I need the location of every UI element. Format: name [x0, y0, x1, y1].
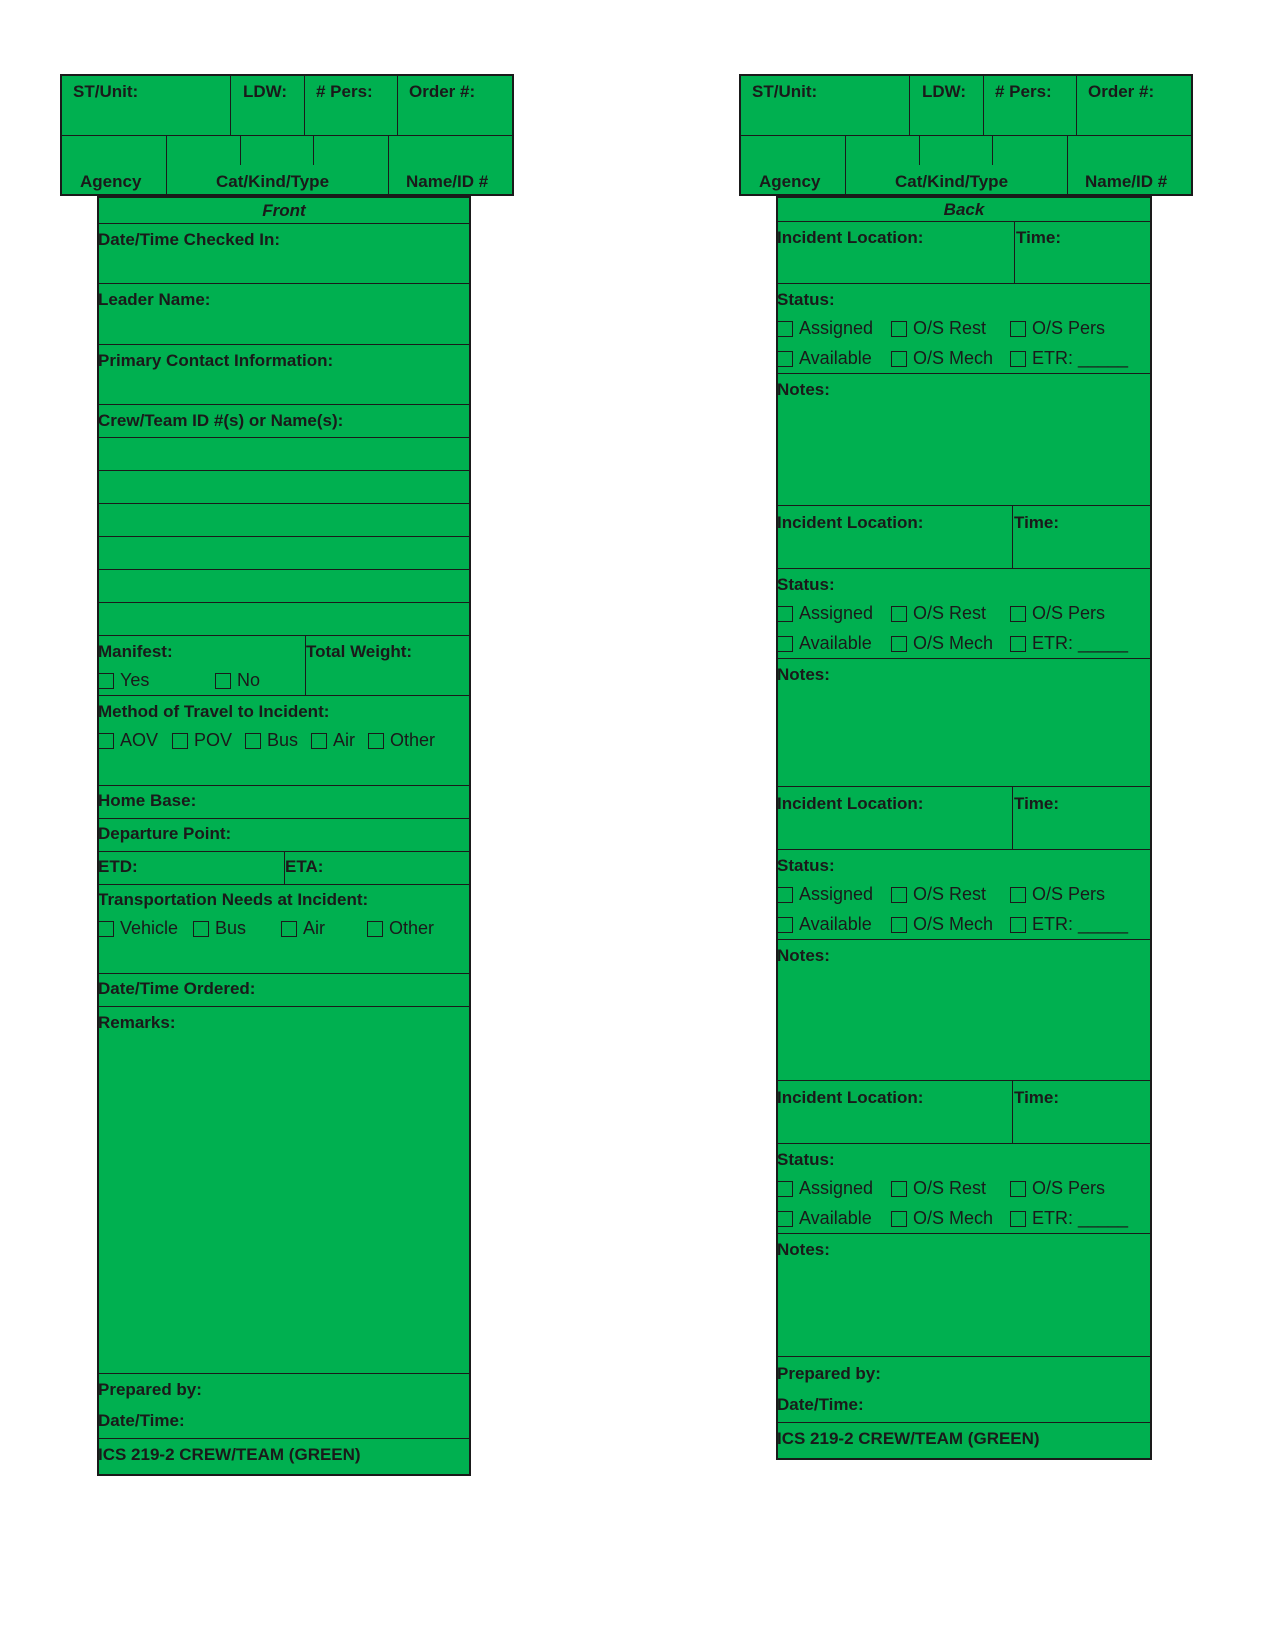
checkbox-icon[interactable] [777, 887, 793, 903]
travel-bus-option[interactable]: Bus [245, 730, 298, 751]
status-etr-option-3[interactable]: ETR: _____ [1010, 914, 1128, 935]
status-assigned-option-4[interactable]: Assigned [777, 1178, 873, 1199]
cat-kind-type-label: Cat/Kind/Type [216, 172, 330, 191]
checkbox-icon[interactable] [368, 733, 384, 749]
transport-other-option[interactable]: Other [367, 918, 434, 939]
checkbox-icon[interactable] [1010, 1181, 1026, 1197]
etd-label: ETD: [98, 857, 138, 876]
back-side-label: Back [943, 200, 985, 219]
status-os-mech-option-3[interactable]: O/S Mech [891, 914, 993, 935]
checkbox-icon[interactable] [777, 606, 793, 622]
checkbox-icon[interactable] [891, 1211, 907, 1227]
status-available-option-2[interactable]: Available [777, 633, 872, 654]
back-agency-label: Agency [759, 172, 821, 191]
method-of-travel-label: Method of Travel to Incident: [98, 702, 330, 721]
status-available-option-4[interactable]: Available [777, 1208, 872, 1229]
status-os-mech-option-4[interactable]: O/S Mech [891, 1208, 993, 1229]
back-form-id: ICS 219-2 CREW/TEAM (GREEN) [777, 1429, 1040, 1448]
status-os-rest-option-2[interactable]: O/S Rest [891, 603, 986, 624]
back-ldw-label: LDW: [922, 82, 967, 101]
checkbox-icon[interactable] [215, 673, 231, 689]
st-unit-label: ST/Unit: [73, 82, 139, 101]
status-label-4: Status: [777, 1150, 835, 1169]
date-time-checked-in-label: Date/Time Checked In: [98, 230, 281, 249]
checkbox-icon[interactable] [891, 606, 907, 622]
checkbox-icon[interactable] [777, 351, 793, 367]
checkbox-icon[interactable] [1010, 636, 1026, 652]
notes-label-1: Notes: [777, 380, 830, 399]
checkbox-icon[interactable] [777, 636, 793, 652]
status-etr-option-1[interactable]: ETR: _____ [1010, 348, 1128, 369]
status-os-rest-option-4[interactable]: O/S Rest [891, 1178, 986, 1199]
status-os-mech-option-2[interactable]: O/S Mech [891, 633, 993, 654]
checkbox-icon[interactable] [245, 733, 261, 749]
front-form-id: ICS 219-2 CREW/TEAM (GREEN) [98, 1445, 361, 1464]
eta-label: ETA: [285, 857, 324, 876]
checkbox-icon[interactable] [777, 1211, 793, 1227]
transportation-needs-label: Transportation Needs at Incident: [98, 890, 369, 909]
status-etr-option-2[interactable]: ETR: _____ [1010, 633, 1128, 654]
status-os-pers-option-4[interactable]: O/S Pers [1010, 1178, 1105, 1199]
transport-bus-option[interactable]: Bus [193, 918, 246, 939]
back-prepared-by-label: Prepared by: [777, 1364, 881, 1383]
departure-point-label: Departure Point: [98, 824, 232, 843]
checkbox-icon[interactable] [98, 733, 114, 749]
checkbox-icon[interactable] [891, 1181, 907, 1197]
checkbox-icon[interactable] [891, 321, 907, 337]
leader-name-label: Leader Name: [98, 290, 211, 309]
travel-other-option[interactable]: Other [368, 730, 435, 751]
checkbox-icon[interactable] [98, 921, 114, 937]
name-id-label: Name/ID # [406, 172, 489, 191]
front-date-time-label: Date/Time: [98, 1411, 185, 1430]
remarks-label: Remarks: [98, 1013, 176, 1032]
checkbox-icon[interactable] [367, 921, 383, 937]
travel-air-option[interactable]: Air [311, 730, 355, 751]
time-label-4: Time: [1014, 1088, 1060, 1107]
status-os-rest-option-1[interactable]: O/S Rest [891, 318, 986, 339]
front-side-label: Front [262, 201, 306, 220]
status-etr-option-4[interactable]: ETR: _____ [1010, 1208, 1128, 1229]
checkbox-icon[interactable] [172, 733, 188, 749]
primary-contact-label: Primary Contact Information: [98, 351, 334, 370]
pers-label: # Pers: [316, 82, 373, 101]
checkbox-icon[interactable] [891, 351, 907, 367]
status-assigned-option-2[interactable]: Assigned [777, 603, 873, 624]
crew-team-id-label: Crew/Team ID #(s) or Name(s): [98, 411, 344, 430]
back-st-unit-label: ST/Unit: [752, 82, 818, 101]
back-cat-kind-type-label: Cat/Kind/Type [895, 172, 1009, 191]
front-prepared-by-label: Prepared by: [98, 1380, 202, 1399]
status-assigned-option-1[interactable]: Assigned [777, 318, 873, 339]
ldw-label: LDW: [243, 82, 288, 101]
manifest-label: Manifest: [98, 642, 173, 661]
status-os-mech-option-1[interactable]: O/S Mech [891, 348, 993, 369]
travel-pov-option[interactable]: POV [172, 730, 232, 751]
time-label-2: Time: [1014, 513, 1060, 532]
status-os-pers-option-2[interactable]: O/S Pers [1010, 603, 1105, 624]
manifest-no-option[interactable]: No [215, 670, 260, 691]
status-available-option-3[interactable]: Available [777, 914, 872, 935]
checkbox-icon[interactable] [891, 887, 907, 903]
status-label-1: Status: [777, 290, 835, 309]
back-order-label: Order #: [1088, 82, 1155, 101]
notes-label-4: Notes: [777, 1240, 830, 1259]
travel-aov-option[interactable]: AOV [98, 730, 158, 751]
checkbox-icon[interactable] [311, 733, 327, 749]
checkbox-icon[interactable] [98, 673, 114, 689]
back-pers-label: # Pers: [995, 82, 1052, 101]
manifest-yes-option[interactable]: Yes [98, 670, 149, 691]
checkbox-icon[interactable] [1010, 321, 1026, 337]
checkbox-icon[interactable] [1010, 606, 1026, 622]
status-os-rest-option-3[interactable]: O/S Rest [891, 884, 986, 905]
checkbox-icon[interactable] [1010, 887, 1026, 903]
home-base-label: Home Base: [98, 791, 197, 810]
checkbox-icon[interactable] [777, 1181, 793, 1197]
incident-location-label-1: Incident Location: [777, 228, 924, 247]
status-available-option-1[interactable]: Available [777, 348, 872, 369]
agency-label: Agency [80, 172, 142, 191]
incident-location-label-2: Incident Location: [777, 513, 924, 532]
back-name-id-label: Name/ID # [1085, 172, 1168, 191]
time-label-3: Time: [1014, 794, 1060, 813]
date-time-ordered-label: Date/Time Ordered: [98, 979, 256, 998]
total-weight-label: Total Weight: [306, 642, 413, 661]
checkbox-icon[interactable] [891, 917, 907, 933]
incident-location-label-3: Incident Location: [777, 794, 924, 813]
status-label-2: Status: [777, 575, 835, 594]
checkbox-icon[interactable] [777, 917, 793, 933]
checkbox-icon[interactable] [193, 921, 209, 937]
status-label-3: Status: [777, 856, 835, 875]
order-label: Order #: [409, 82, 476, 101]
checkbox-icon[interactable] [1010, 1211, 1026, 1227]
status-os-pers-option-3[interactable]: O/S Pers [1010, 884, 1105, 905]
status-os-pers-option-1[interactable]: O/S Pers [1010, 318, 1105, 339]
transport-air-option[interactable]: Air [281, 918, 325, 939]
checkbox-icon[interactable] [891, 636, 907, 652]
back-date-time-label: Date/Time: [777, 1395, 864, 1414]
checkbox-icon[interactable] [281, 921, 297, 937]
incident-location-label-4: Incident Location: [777, 1088, 924, 1107]
checkbox-icon[interactable] [1010, 917, 1026, 933]
notes-label-3: Notes: [777, 946, 830, 965]
back-body [776, 196, 1152, 1460]
transport-vehicle-option[interactable]: Vehicle [98, 918, 178, 939]
checkbox-icon[interactable] [777, 321, 793, 337]
time-label-1: Time: [1016, 228, 1062, 247]
checkbox-icon[interactable] [1010, 351, 1026, 367]
status-assigned-option-3[interactable]: Assigned [777, 884, 873, 905]
notes-label-2: Notes: [777, 665, 830, 684]
